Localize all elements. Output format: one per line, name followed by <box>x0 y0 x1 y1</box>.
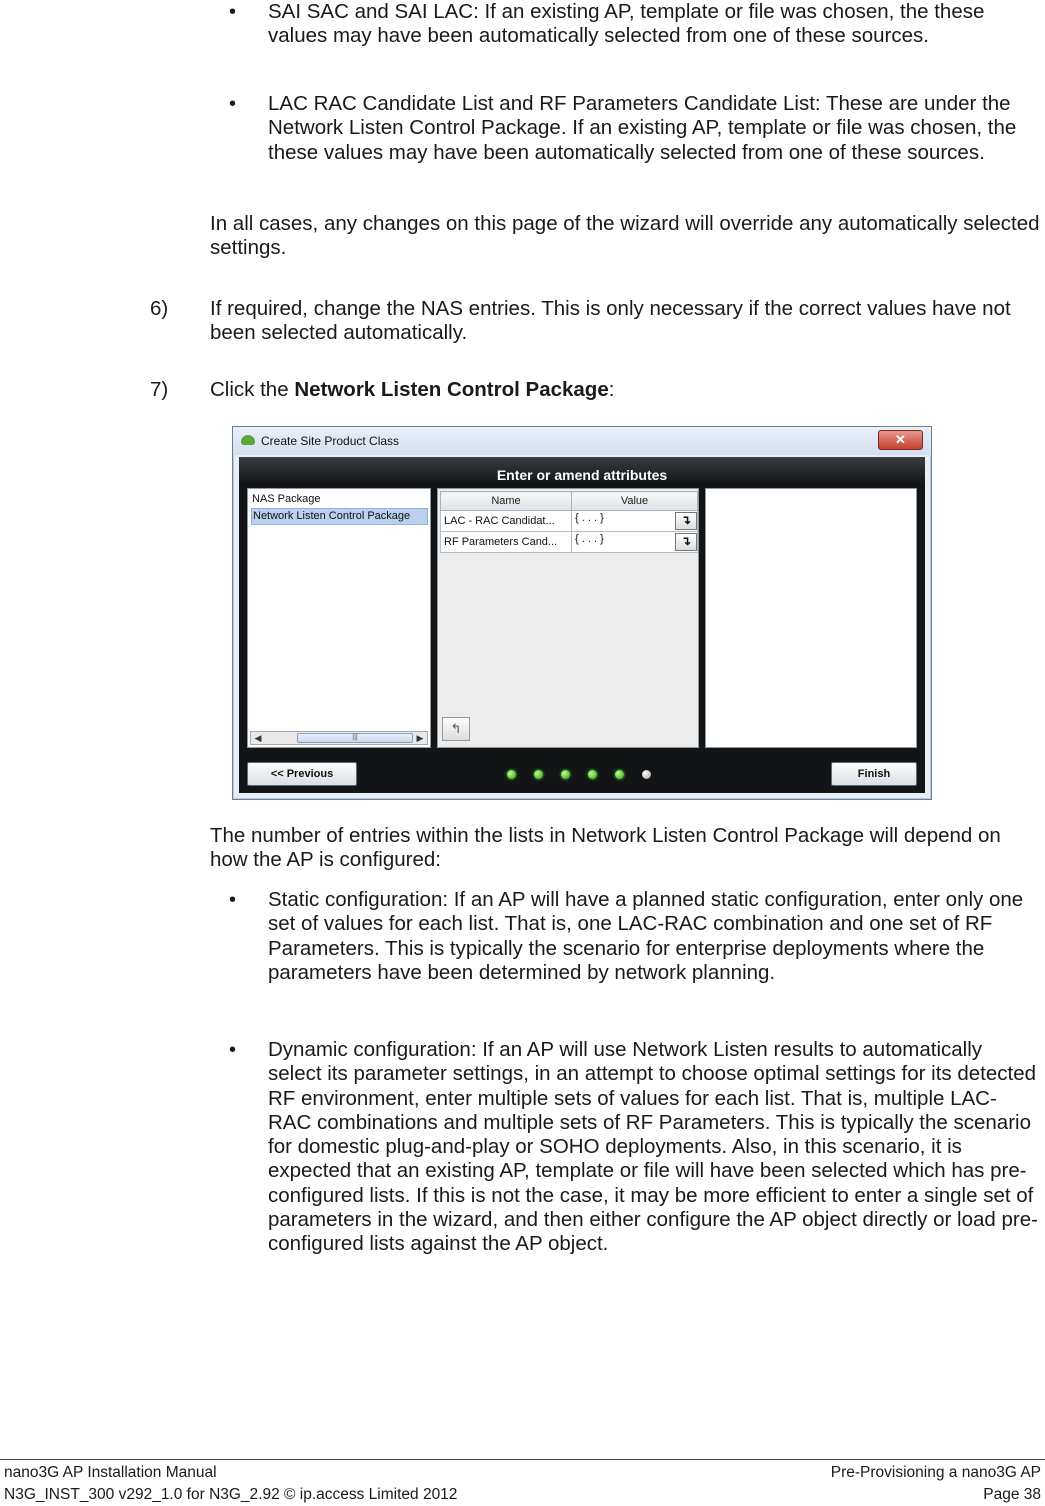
step-7-text: Click the Network Listen Control Package: <box>210 378 615 401</box>
previous-button[interactable]: << Previous <box>247 762 357 786</box>
table-row[interactable] <box>441 511 698 532</box>
finish-button[interactable]: Finish <box>831 762 917 786</box>
attribute-table-panel <box>437 488 699 748</box>
package-item-nas[interactable]: NAS Package <box>252 493 321 505</box>
footer-page-number: Page 38 <box>983 1486 1041 1503</box>
step-number-6: 6) <box>150 297 169 320</box>
dialog-titlebar <box>233 427 931 455</box>
step-6-text: If required, change the NAS entries. This is only necessary if the correct values have not been selected automatically. <box>210 297 1011 345</box>
paragraph-all-cases: In all cases, any changes on this page of the wizard will override any automatically selected settings. <box>210 212 1040 260</box>
progress-step-icon <box>588 770 597 779</box>
progress-step-icon <box>534 770 543 779</box>
step-number-7: 7) <box>150 378 169 401</box>
footer-manual-title: nano3G AP Installation Manual <box>4 1464 217 1481</box>
column-header-name: Name <box>441 492 572 511</box>
edit-value-arrow-icon[interactable]: ↴ <box>675 533 697 551</box>
edit-value-arrow-icon[interactable]: ↴ <box>675 512 697 530</box>
progress-step-icon <box>642 770 651 779</box>
row-value: { . . . } <box>575 533 604 545</box>
column-header-value: Value <box>572 492 698 511</box>
progress-step-icon <box>561 770 570 779</box>
attributes-header: Enter or amend attributes <box>239 457 925 483</box>
package-list-hscrollbar[interactable] <box>250 731 428 745</box>
row-name[interactable]: RF Parameters Cand... <box>441 532 572 553</box>
row-value-cell[interactable] <box>572 532 698 553</box>
app-icon <box>241 435 255 445</box>
bullet-marker: • <box>229 1 237 23</box>
bullet-lac-rac-candidate: LAC RAC Candidate List and RF Parameters Candidate List: These are under the Network Listen Control Package. If an existing AP, template or file was chosen, the these values may have been automatically selected from one of these sources. <box>268 92 1017 164</box>
detail-panel <box>705 488 917 748</box>
close-button[interactable]: ✕ <box>878 430 923 450</box>
dialog-client <box>239 457 925 793</box>
scroll-right-icon[interactable]: ▶ <box>416 733 424 743</box>
bullet-static-configuration: Static configuration: If an AP will have a planned static configuration, enter only one set of values for each list. That is, one LAC-RAC combination and one set of RF Parameters. This is typically the scenario for enterprise deployments where the parameters have been determined by network planning. <box>268 888 1024 984</box>
bullet-sai-sac: SAI SAC and SAI LAC: If an existing AP, template or file was chosen, the these values may have been automatically selected from one of these sources. <box>268 0 985 48</box>
network-listen-control-package-ref: Network Listen Control Package <box>294 378 609 401</box>
bullet-dynamic-configuration: Dynamic configuration: If an AP will use Network Listen results to automatically select its parameter settings, in an attempt to choose optimal settings for its detected RF environment, enter multiple sets of values for each list. That is, multiple LAC-RAC combinations and multiple sets of RF Parameters. This is typically the scenario for domestic plug-and-play or SOHO deployments. Also, in this scenario, it is expected that an existing AP, template or file will have been selected which has pre-configured lists. If this is not the case, it may be more efficient to enter a single set of parameters in the wizard, and then either configure the AP object directly or load pre-configured lists against the AP object. <box>268 1038 1038 1256</box>
up-arrow-icon[interactable]: ↰ <box>442 717 470 741</box>
attribute-table <box>440 491 698 553</box>
scroll-left-icon[interactable]: ◀ <box>254 733 262 743</box>
row-value-cell[interactable] <box>572 511 698 532</box>
bullet-marker: • <box>229 1039 237 1061</box>
paragraph-entries: The number of entries within the lists in Network Listen Control Package will depend on how the AP is configured: <box>210 824 1001 872</box>
bullet-marker: • <box>229 93 237 115</box>
progress-step-icon <box>615 770 624 779</box>
row-name[interactable]: LAC - RAC Candidat... <box>441 511 572 532</box>
dialog-title: Create Site Product Class <box>261 434 400 448</box>
create-site-product-class-dialog <box>232 426 932 800</box>
scroll-thumb[interactable]: ||| <box>297 733 413 743</box>
row-value: { . . . } <box>575 512 604 524</box>
footer-divider <box>0 1459 1045 1460</box>
package-list[interactable] <box>247 488 431 748</box>
footer-doc-id: N3G_INST_300 v292_1.0 for N3G_2.92 © ip.access Limited 2012 <box>4 1486 458 1503</box>
package-item-network-listen-control[interactable]: Network Listen Control Package <box>251 508 428 525</box>
table-row[interactable] <box>441 532 698 553</box>
footer-section-title: Pre-Provisioning a nano3G AP <box>830 1464 1041 1481</box>
bullet-marker: • <box>229 889 237 911</box>
progress-step-icon <box>507 770 516 779</box>
